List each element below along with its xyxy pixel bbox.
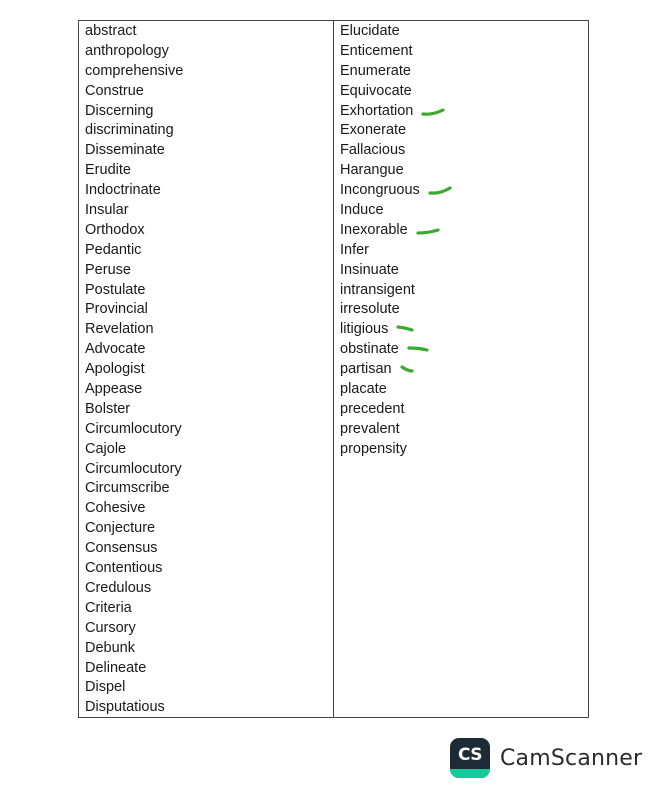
list-item	[340, 440, 588, 460]
word-text: placate	[340, 381, 387, 398]
list-item	[85, 121, 333, 141]
word-text: Apologist	[85, 361, 145, 378]
list-item	[340, 102, 588, 122]
list-item	[340, 380, 588, 400]
list-item	[85, 221, 333, 241]
list-item	[85, 161, 333, 181]
list-item	[340, 340, 588, 360]
list-item	[85, 62, 333, 82]
logo-text: CS	[457, 744, 483, 765]
list-item	[340, 300, 588, 320]
word-text: discriminating	[85, 122, 174, 139]
word-text: Orthodox	[85, 221, 145, 238]
word-text: abstract	[85, 23, 137, 39]
word-text: Dispel	[85, 679, 126, 696]
word-text: Postulate	[85, 281, 146, 298]
word-text: Pedantic	[85, 241, 142, 258]
list-item	[85, 201, 333, 221]
word-text: Enumerate	[340, 62, 411, 79]
word-text: Circumscribe	[85, 480, 170, 497]
list-item	[85, 340, 333, 360]
word-text: Indoctrinate	[85, 182, 161, 199]
word-text: Insinuate	[340, 261, 399, 278]
list-item	[85, 82, 333, 102]
word-text: obstinate	[340, 341, 399, 358]
word-text: Disputatious	[85, 699, 165, 716]
word-text: Harangue	[340, 162, 404, 179]
word-text: Appease	[85, 381, 143, 398]
camscanner-logo-icon	[450, 738, 490, 778]
camscanner-watermark	[450, 737, 642, 779]
word-text: Induce	[340, 202, 384, 219]
list-item	[340, 360, 588, 380]
word-text: Bolster	[85, 400, 131, 417]
list-item	[340, 181, 588, 201]
list-item	[340, 320, 588, 340]
list-item	[85, 559, 333, 579]
check-mark-icon	[400, 363, 426, 377]
list-item	[85, 320, 333, 340]
list-item	[340, 281, 588, 301]
word-text: prevalent	[340, 420, 400, 437]
word-text: Incongruous	[340, 182, 420, 199]
list-item	[85, 42, 333, 62]
list-item	[340, 221, 588, 241]
list-item	[85, 479, 333, 499]
word-text: Fallacious	[340, 142, 406, 159]
right-column	[334, 21, 588, 717]
list-item	[85, 599, 333, 619]
list-item	[85, 499, 333, 519]
check-mark-icon	[428, 184, 454, 198]
word-text: Erudite	[85, 162, 131, 179]
word-text: Circumlocutory	[85, 460, 182, 477]
list-item	[85, 360, 333, 380]
word-text: comprehensive	[85, 62, 184, 79]
brand-name: CamScanner	[500, 745, 643, 771]
list-item	[340, 201, 588, 221]
word-text: Equivocate	[340, 82, 412, 99]
list-item	[340, 121, 588, 141]
list-item	[340, 241, 588, 261]
list-item	[340, 420, 588, 440]
list-item	[85, 698, 333, 718]
word-text: Debunk	[85, 639, 135, 656]
list-item	[85, 659, 333, 679]
word-text: Exonerate	[340, 122, 407, 139]
word-text: Criteria	[85, 599, 132, 616]
vocabulary-table	[78, 20, 589, 718]
list-item	[340, 261, 588, 281]
check-mark-icon	[396, 323, 422, 337]
list-item	[85, 400, 333, 420]
list-item	[340, 62, 588, 82]
list-item	[85, 380, 333, 400]
word-text: Infer	[340, 241, 370, 258]
check-mark-icon	[416, 224, 442, 238]
word-text: propensity	[340, 440, 407, 457]
word-text: Credulous	[85, 579, 152, 596]
word-text: Contentious	[85, 560, 163, 577]
right-word-list	[340, 22, 588, 460]
word-text: Insular	[85, 202, 129, 219]
word-text: Cursory	[85, 619, 136, 636]
list-item	[85, 678, 333, 698]
list-item	[85, 261, 333, 281]
word-text: Construe	[85, 82, 144, 99]
list-item	[85, 141, 333, 161]
word-text: Revelation	[85, 321, 154, 338]
word-text: Peruse	[85, 261, 131, 278]
word-text: Enticement	[340, 42, 413, 59]
list-item	[85, 241, 333, 261]
list-item	[340, 82, 588, 102]
word-text: Advocate	[85, 341, 146, 358]
list-item	[85, 181, 333, 201]
word-text: Exhortation	[340, 102, 414, 119]
word-text: Consensus	[85, 540, 158, 557]
list-item	[85, 519, 333, 539]
word-text: Delineate	[85, 659, 147, 676]
list-item	[85, 22, 333, 42]
list-item	[85, 420, 333, 440]
list-item	[340, 22, 588, 42]
list-item	[340, 42, 588, 62]
word-text: intransigent	[340, 281, 415, 298]
list-item	[85, 579, 333, 599]
list-item	[85, 102, 333, 122]
list-item	[85, 619, 333, 639]
check-mark-icon	[407, 343, 433, 357]
left-column	[79, 21, 334, 717]
list-item	[85, 539, 333, 559]
list-item	[85, 460, 333, 480]
list-item	[85, 300, 333, 320]
word-text: Conjecture	[85, 520, 156, 537]
word-text: Circumlocutory	[85, 420, 182, 437]
word-text: Discerning	[85, 102, 154, 119]
word-text: precedent	[340, 400, 405, 417]
word-text: litigious	[340, 321, 389, 338]
word-text: Cajole	[85, 440, 127, 457]
word-text: anthropology	[85, 42, 169, 59]
word-text: Inexorable	[340, 221, 408, 238]
word-text: partisan	[340, 361, 392, 378]
word-text: Disseminate	[85, 142, 165, 159]
word-text: Provincial	[85, 301, 148, 318]
word-text: Cohesive	[85, 500, 146, 517]
word-text: Elucidate	[340, 23, 400, 39]
check-mark-icon	[421, 105, 447, 119]
list-item	[340, 400, 588, 420]
list-item	[340, 161, 588, 181]
list-item	[85, 281, 333, 301]
left-word-list	[85, 22, 333, 718]
list-item	[85, 639, 333, 659]
word-text: irresolute	[340, 301, 400, 318]
list-item	[340, 141, 588, 161]
list-item	[85, 440, 333, 460]
